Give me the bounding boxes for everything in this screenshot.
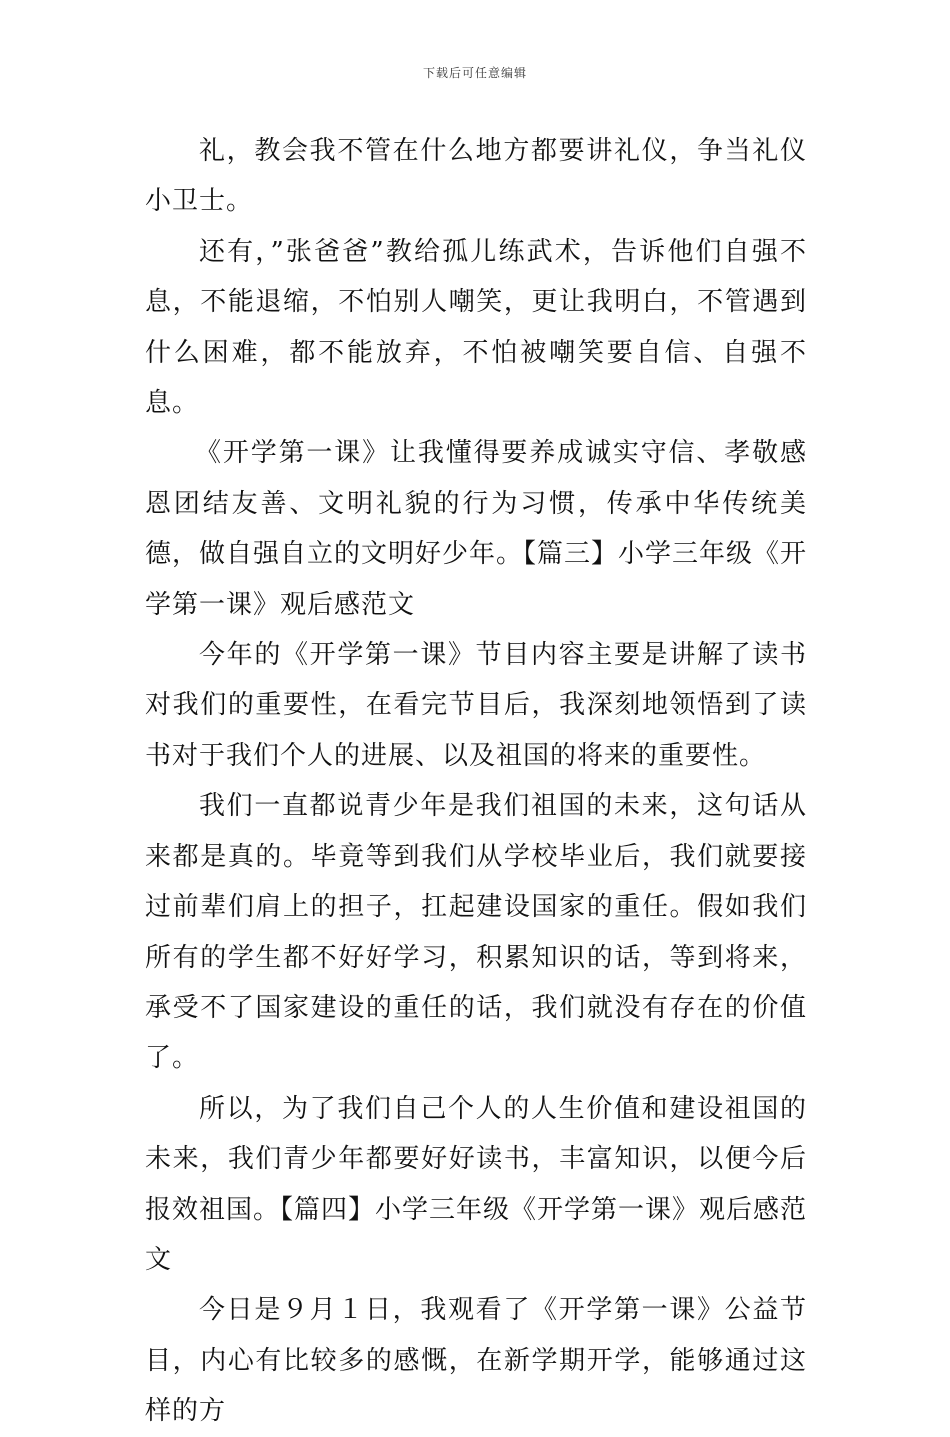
paragraph-1: 礼，教会我不管在什么地方都要讲礼仪，争当礼仪小卫士。 [145, 136, 807, 217]
paragraph-3: 《开学第一课》让我懂得要养成诚实守信、孝敬感恩团结友善、文明礼貌的行为习惯，传承中华传统美德，做自强自立的文明好少年。【篇三】小学三年级《开学第一课》观后感范文 [145, 438, 808, 620]
paragraph-2: 还有，”张爸爸”教给孤儿练武术，告诉他们自强不息，不能退缩，不怕别人嘲笑，更让我明白，不管遇到什么困难，都不能放弃，不怕被嘲笑要自信、自强不息。 [145, 236, 807, 419]
paragraph-7: 今日是９月１日，我观看了《开学第一课》公益节目，内心有比较多的感慨，在新学期开学，能够通过这样的方 [145, 1295, 807, 1427]
paragraph-4: 今年的《开学第一课》节目内容主要是讲解了读书对我们的重要性，在看完节目后，我深刻地领悟到了读书对于我们个人的进展、以及祖国的将来的重要性。 [145, 640, 807, 771]
paragraph-5: 我们一直都说青少年是我们祖国的未来，这句话从来都是真的。毕竟等到我们从学校毕业后，我们就要接过前辈们肩上的担子，扛起建设国家的重任。假如我们所有的学生都不好好学习，积累知识的话，等到将来，承受不了国家建设的重任的话，我们就没有存在的价值了。 [145, 791, 807, 1074]
page-header-note: 下载后可任意编辑 [422, 66, 527, 80]
paragraph-6: 所以，为了我们自己个人的人生价值和建设祖国的未来，我们青少年都要好好读书，丰富知识，以便今后报效祖国。【篇四】小学三年级《开学第一课》观后感范文 [145, 1093, 808, 1275]
document-body [145, 126, 807, 1437]
